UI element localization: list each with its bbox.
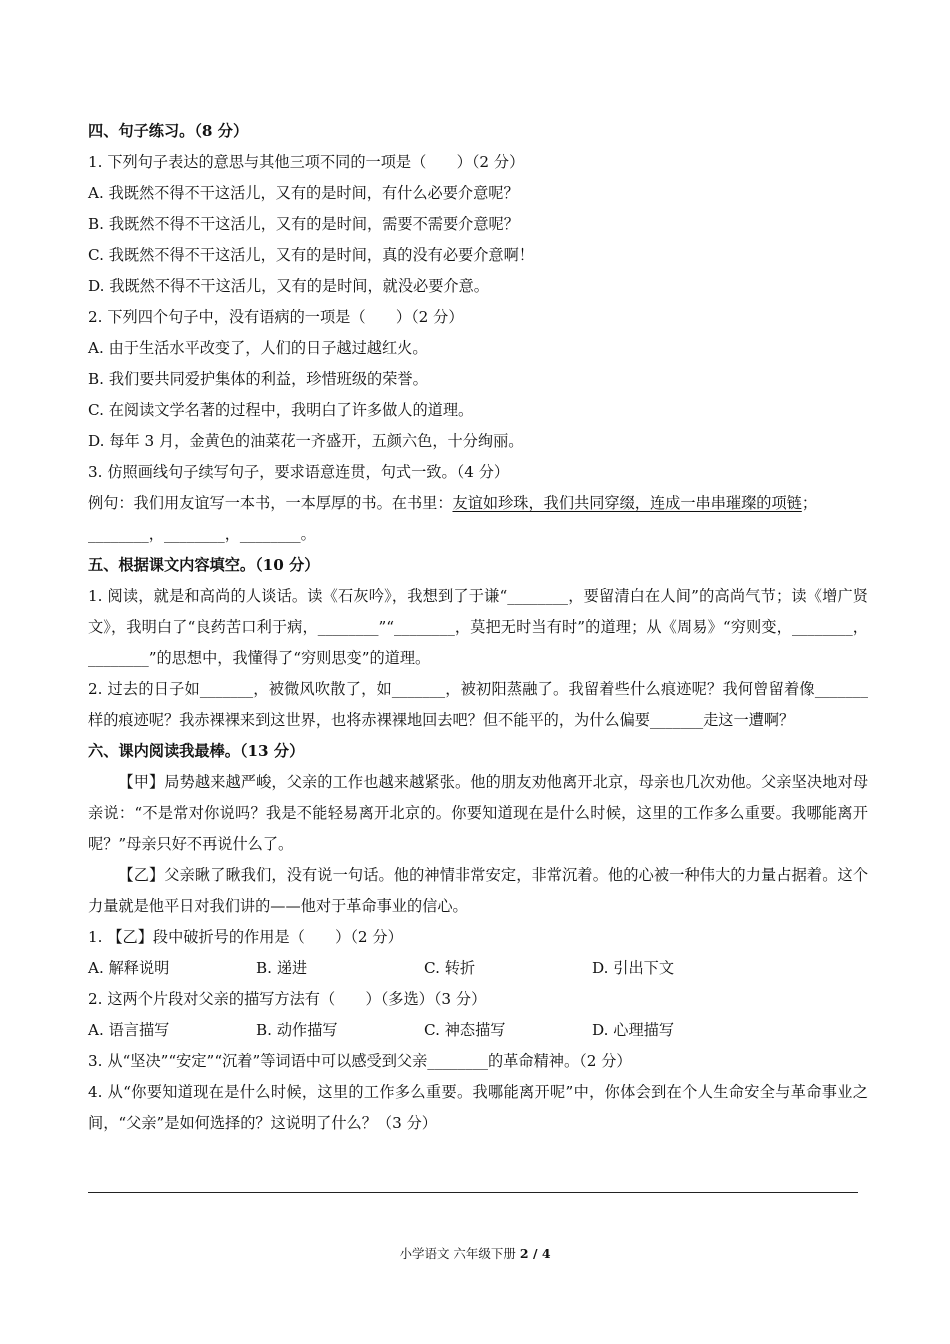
example-suffix: ；	[801, 494, 817, 512]
s4-question-3: 3. 仿照画线句子续写句子，要求语意连贯，句式一致。（4 分）	[88, 463, 510, 481]
s6-question-1: 1. 【乙】段中破折号的作用是（ ）（2 分）	[88, 928, 403, 946]
s6-question-2: 2. 这两个片段对父亲的描写方法有（ ）（多选）（3 分）	[88, 990, 487, 1008]
s4-q2-option-d: D. 每年 3 月，金黄色的油菜花一齐盛开，五颜六色，十分绚丽。	[88, 432, 524, 450]
answer-line	[88, 1192, 858, 1193]
example-prefix: 例句：我们用友谊写一本书，一本厚厚的书。在书里：	[88, 494, 453, 512]
s6-q1-option-a: A. 解释说明	[88, 959, 170, 977]
s4-question-1: 1. 下列句子表达的意思与其他三项不同的一项是（ ）（2 分）	[88, 153, 525, 171]
s6-q2-option-b: B. 动作描写	[256, 1021, 338, 1039]
s4-q1-option-a: A. 我既然不得不干这活儿，又有的是时间，有什么必要介意呢？	[88, 184, 519, 202]
s5-question-1: 1. 阅读，就是和高尚的人谈话。读《石灰吟》，我想到了于谦“________，要留清白在人间”的高尚气节；读《增广贤文》，我明白了“良药苦口利于病，________”“________，莫把无时当有时”的道理；从《周易》“穷则变，________，________”的思想中，我懂得了“穷则思变”的道理。	[88, 587, 868, 667]
s6-q1-option-d: D. 引出下文	[592, 959, 675, 977]
s4-q2-option-b: B. 我们要共同爱护集体的利益，珍惜班级的荣誉。	[88, 370, 428, 388]
s4-question-2: 2. 下列四个句子中，没有语病的一项是（ ）（2 分）	[88, 308, 464, 326]
s6-question-4: 4. 从“你要知道现在是什么时候，这里的工作多么重要。我哪能离开呢”中，你体会到在个人生命安全与革命事业之间，“父亲”是如何选择的？这说明了什么？（3 分）	[88, 1083, 868, 1132]
s6-q1-option-c: C. 转折	[424, 959, 476, 977]
reading-passage-yi: 【乙】父亲瞅了瞅我们，没有说一句话。他的神情非常安定，非常沉着。他的心被一种伟大的力量占据着。这个力量就是他平日对我们讲的——他对于革命事业的信心。	[88, 866, 868, 915]
s4-q1-option-d: D. 我既然不得不干这活儿，又有的是时间，就没必要介意。	[88, 277, 489, 295]
page-footer	[0, 1244, 950, 1262]
footer-label: 小学语文 六年级下册	[399, 1246, 520, 1261]
section-6-title: 六、课内阅读我最棒。（13 分）	[88, 742, 305, 760]
s6-q2-option-a: A. 语言描写	[88, 1021, 170, 1039]
page-number: 2 / 4	[519, 1246, 551, 1261]
s5-question-2: 2. 过去的日子如_______，被微风吹散了，如_______，被初阳蒸融了。我留着些什么痕迹呢？我何曾留着像_______样的痕迹呢？我赤裸裸来到这世界，也将赤裸裸地回去吧？但不能平的，为什么偏要_______走这一遭啊？	[88, 680, 868, 729]
s4-q3-example	[88, 488, 868, 519]
section-4-title: 四、句子练习。（8 分）	[88, 122, 249, 140]
s6-q1-option-b: B. 递进	[256, 959, 308, 977]
reading-passage-jia: 【甲】局势越来越严峻，父亲的工作也越来越紧张。他的朋友劝他离开北京，母亲也几次劝他。父亲坚决地对母亲说：“不是常对你说吗？我是不能轻易离开北京的。你要知道现在是什么时候，这里的工作多么重要。我哪能离开呢？”母亲只好不再说什么了。	[88, 773, 868, 853]
s4-q1-option-b: B. 我既然不得不干这活儿，又有的是时间，需要不需要介意呢？	[88, 215, 519, 233]
s6-question-3: 3. 从“坚决”“安定”“沉着”等词语中可以感受到父亲________的革命精神。（2 分）	[88, 1052, 632, 1070]
s6-q1-options	[88, 953, 868, 984]
example-underlined: 友谊如珍珠，我们共同穿缀，连成一串串璀璨的项链	[452, 494, 802, 512]
s4-q1-option-c: C. 我既然不得不干这活儿，又有的是时间，真的没有必要介意啊！	[88, 246, 534, 264]
s4-q2-option-c: C. 在阅读文学名著的过程中，我明白了许多做人的道理。	[88, 401, 474, 419]
s4-q3-blanks: ________，________，________。	[88, 525, 316, 543]
section-5-title: 五、根据课文内容填空。（10 分）	[88, 556, 320, 574]
s6-q2-option-d: D. 心理描写	[592, 1021, 675, 1039]
s6-q2-options	[88, 1015, 868, 1046]
exam-page	[88, 116, 868, 1139]
s4-q2-option-a: A. 由于生活水平改变了，人们的日子越过越红火。	[88, 339, 428, 357]
s6-q2-option-c: C. 神态描写	[424, 1021, 506, 1039]
